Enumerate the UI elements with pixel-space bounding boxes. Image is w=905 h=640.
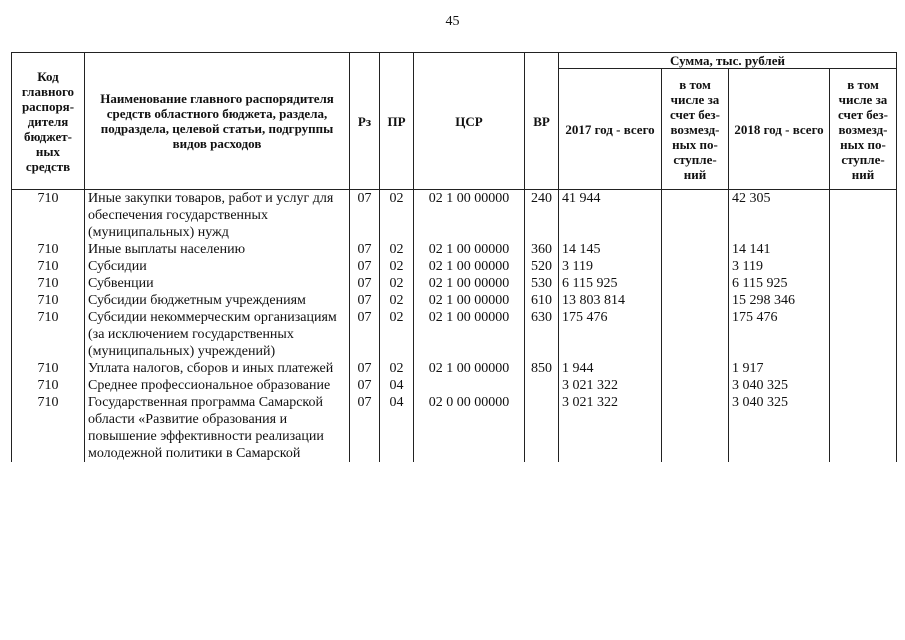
row-sum-2018: 6 115 925 [729,275,830,292]
table-row [12,360,897,377]
row-vr: 850 [525,360,559,377]
row-csr: 02 1 00 00000 [414,360,525,377]
row-name: Субсидии бюджетным учреждениям [85,292,350,309]
row-incl-2018 [830,258,897,275]
row-vr: 240 [525,190,559,242]
row-name: Уплата налогов, сборов и иных платежей [85,360,350,377]
row-code: 710 [12,292,85,309]
row-rz: 07 [350,377,380,394]
row-sum-2017: 1 944 [559,360,662,377]
header-name: Наименование главного распорядителя средств областного бюджета, раздела, подраздела, целевой статьи, подгруппы видов расходов [85,53,350,190]
row-name: Субсидии некоммерческим организациям (за исключением государственных (муниципальных) учреждений) [85,309,350,360]
row-sum-2017: 14 145 [559,241,662,258]
row-code: 710 [12,241,85,258]
row-sum-2018: 1 917 [729,360,830,377]
row-vr: 530 [525,275,559,292]
row-csr [414,377,525,394]
table-row [12,241,897,258]
row-csr: 02 1 00 00000 [414,292,525,309]
row-csr: 02 1 00 00000 [414,309,525,360]
header-sum-group: Сумма, тыс. рублей [559,53,897,69]
budget-table [11,52,897,462]
row-sum-2018: 42 305 [729,190,830,242]
row-sum-2018: 3 119 [729,258,830,275]
header-2018-incl: в том числе за счет без-возмезд-ных по-ступле-ний [830,69,897,190]
header-pr: ПР [380,53,414,190]
row-sum-2017: 6 115 925 [559,275,662,292]
row-incl-2017 [662,241,729,258]
row-code: 710 [12,190,85,242]
row-pr: 02 [380,241,414,258]
table-header [12,53,897,190]
row-csr: 02 0 00 00000 [414,394,525,462]
row-csr: 02 1 00 00000 [414,275,525,292]
row-incl-2018 [830,309,897,360]
row-sum-2017: 13 803 814 [559,292,662,309]
row-sum-2018: 175 476 [729,309,830,360]
row-vr: 360 [525,241,559,258]
row-incl-2018 [830,377,897,394]
row-sum-2017: 175 476 [559,309,662,360]
row-incl-2017 [662,360,729,377]
table-row [12,258,897,275]
row-pr: 02 [380,360,414,377]
row-vr: 630 [525,309,559,360]
row-incl-2018 [830,241,897,258]
row-incl-2018 [830,394,897,462]
row-sum-2017: 3 119 [559,258,662,275]
row-incl-2018 [830,292,897,309]
row-code: 710 [12,275,85,292]
row-incl-2017 [662,292,729,309]
table-body [12,190,897,463]
row-pr: 04 [380,377,414,394]
row-sum-2018: 3 040 325 [729,377,830,394]
row-incl-2018 [830,275,897,292]
row-sum-2017: 41 944 [559,190,662,242]
row-name: Иные закупки товаров, работ и услуг для обеспечения государственных (муниципальных) нужд [85,190,350,242]
row-csr: 02 1 00 00000 [414,241,525,258]
row-rz: 07 [350,258,380,275]
table-row [12,394,897,462]
row-sum-2017: 3 021 322 [559,377,662,394]
row-code: 710 [12,258,85,275]
row-rz: 07 [350,190,380,242]
row-pr: 02 [380,190,414,242]
row-pr: 02 [380,258,414,275]
table-row [12,190,897,242]
table-row [12,309,897,360]
header-vr: ВР [525,53,559,190]
row-code: 710 [12,394,85,462]
row-code: 710 [12,309,85,360]
row-pr: 02 [380,275,414,292]
table-row [12,275,897,292]
row-rz: 07 [350,275,380,292]
page-number: 45 [445,14,460,29]
row-pr: 04 [380,394,414,462]
table-row [12,377,897,394]
row-csr: 02 1 00 00000 [414,258,525,275]
row-incl-2017 [662,377,729,394]
row-pr: 02 [380,309,414,360]
row-incl-2018 [830,360,897,377]
header-rz: Рз [350,53,380,190]
row-incl-2018 [830,190,897,242]
row-rz: 07 [350,394,380,462]
row-name: Субсидии [85,258,350,275]
row-rz: 07 [350,292,380,309]
row-incl-2017 [662,190,729,242]
row-incl-2017 [662,258,729,275]
row-vr: 520 [525,258,559,275]
row-rz: 07 [350,241,380,258]
row-csr: 02 1 00 00000 [414,190,525,242]
row-name: Иные выплаты населению [85,241,350,258]
row-sum-2017: 3 021 322 [559,394,662,462]
row-name: Государственная программа Самарской области «Развитие образования и повышение эффективности реализации молодежной политики в Самарской [85,394,350,462]
header-csr: ЦСР [414,53,525,190]
row-name: Субвенции [85,275,350,292]
row-sum-2018: 15 298 346 [729,292,830,309]
header-code: Код главного распоря-дителя бюджет-ных средств [12,53,85,190]
row-incl-2017 [662,309,729,360]
row-rz: 07 [350,360,380,377]
row-rz: 07 [350,309,380,360]
row-sum-2018: 3 040 325 [729,394,830,462]
header-2017-incl: в том числе за счет без-возмезд-ных по-ступле-ний [662,69,729,190]
row-code: 710 [12,360,85,377]
row-name: Среднее профессиональное образование [85,377,350,394]
row-sum-2018: 14 141 [729,241,830,258]
row-pr: 02 [380,292,414,309]
row-vr [525,377,559,394]
row-code: 710 [12,377,85,394]
row-vr: 610 [525,292,559,309]
row-incl-2017 [662,394,729,462]
row-vr [525,394,559,462]
header-2017-total: 2017 год - всего [559,69,662,190]
header-2018-total: 2018 год - всего [729,69,830,190]
row-incl-2017 [662,275,729,292]
table-row [12,292,897,309]
